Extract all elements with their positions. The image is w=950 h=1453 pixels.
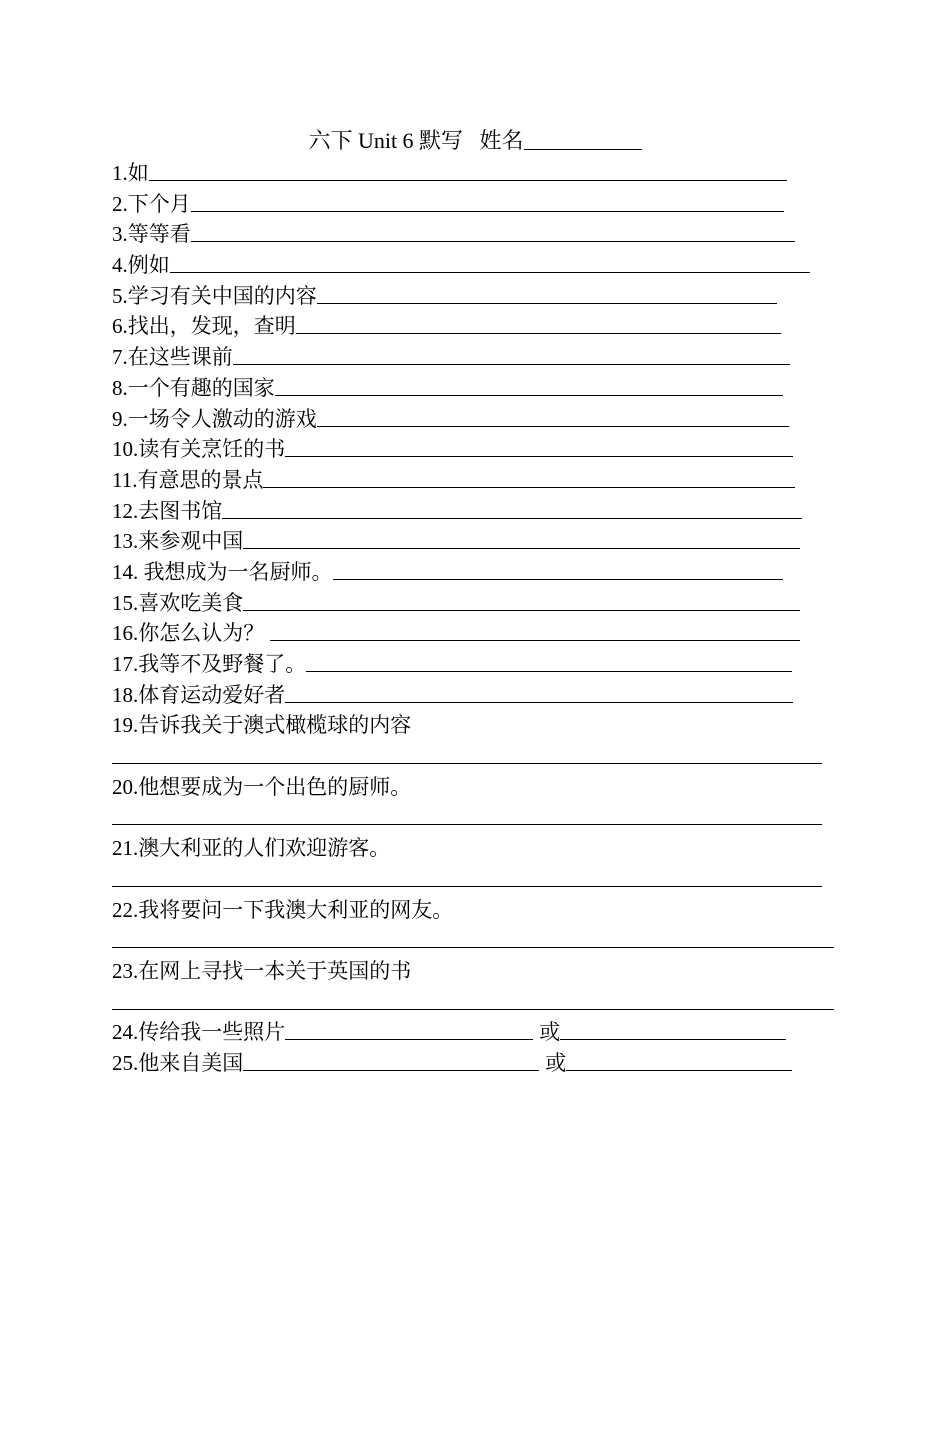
question-label: 6.找出，发现，查明 xyxy=(112,314,296,339)
question-label: 3.等等看 xyxy=(112,222,191,247)
question-label: 20.他想要成为一个出色的厨师。 xyxy=(112,774,412,799)
question-row xyxy=(112,588,842,619)
question-label: 22.我将要问一下我澳大利亚的网友。 xyxy=(112,897,454,922)
answer-blank[interactable] xyxy=(191,189,784,212)
title-text: 六下 Unit 6 默写 姓名 xyxy=(308,128,524,153)
answer-blank[interactable] xyxy=(112,864,822,887)
question-row xyxy=(112,772,842,833)
question-label: 12.去图书馆 xyxy=(112,498,223,523)
question-label: 10.读有关烹饪的书 xyxy=(112,437,286,462)
answer-blank[interactable] xyxy=(243,1048,539,1071)
question-row xyxy=(112,496,842,527)
question-row xyxy=(112,158,842,189)
question-row xyxy=(112,710,842,771)
question-row xyxy=(112,434,842,465)
question-row xyxy=(112,526,842,557)
answer-blank[interactable] xyxy=(285,1017,533,1040)
question-row xyxy=(112,1048,842,1079)
name-blank[interactable] xyxy=(524,148,642,150)
question-row xyxy=(112,557,842,588)
answer-blank[interactable] xyxy=(112,925,834,948)
answer-blank[interactable] xyxy=(191,219,795,242)
question-row xyxy=(112,311,842,342)
answer-blank[interactable] xyxy=(263,465,795,488)
answer-blank[interactable] xyxy=(233,342,790,365)
question-label: 15.喜欢吃美食 xyxy=(112,590,244,615)
question-label: 25.他来自美国 xyxy=(112,1051,244,1076)
or-label: 或 xyxy=(545,1051,567,1076)
question-row xyxy=(112,373,842,404)
answer-blank[interactable] xyxy=(112,802,822,825)
question-row xyxy=(112,956,842,1017)
answer-blank[interactable] xyxy=(243,588,800,611)
question-label: 21.澳大利亚的人们欢迎游客。 xyxy=(112,836,391,861)
answer-blank[interactable] xyxy=(306,649,792,672)
answer-blank-alt[interactable] xyxy=(566,1048,792,1071)
question-row xyxy=(112,342,842,373)
answer-blank[interactable] xyxy=(112,987,834,1010)
answer-blank[interactable] xyxy=(296,311,781,334)
answer-blank[interactable] xyxy=(149,158,787,181)
worksheet-title xyxy=(0,126,950,156)
question-row xyxy=(112,833,842,894)
question-row xyxy=(112,281,842,312)
question-label: 1.如 xyxy=(112,161,149,185)
answer-blank[interactable] xyxy=(270,618,800,641)
question-row xyxy=(112,680,842,711)
answer-blank[interactable] xyxy=(222,496,802,519)
answer-blank[interactable] xyxy=(285,680,793,703)
question-row xyxy=(112,250,842,281)
question-row xyxy=(112,219,842,250)
question-row xyxy=(112,618,842,649)
question-label: 24.传给我一些照片 xyxy=(112,1020,286,1045)
question-label: 4.例如 xyxy=(112,253,170,278)
question-row xyxy=(112,1017,842,1048)
question-label: 9.一场令人激动的游戏 xyxy=(112,406,317,431)
answer-blank[interactable] xyxy=(317,404,789,427)
question-label: 5.学习有关中国的内容 xyxy=(112,283,317,308)
answer-blank[interactable] xyxy=(285,434,793,457)
question-label: 13.来参观中国 xyxy=(112,529,244,554)
question-label: 19.告诉我关于澳式橄榄球的内容 xyxy=(112,713,412,738)
question-label: 8.一个有趣的国家 xyxy=(112,375,275,400)
question-row xyxy=(112,895,842,956)
question-row xyxy=(112,465,842,496)
answer-blank[interactable] xyxy=(275,373,783,396)
question-list xyxy=(112,158,842,1079)
answer-blank-alt[interactable] xyxy=(560,1017,786,1040)
question-label: 23.在网上寻找一本关于英国的书 xyxy=(112,958,412,983)
question-label: 7.在这些课前 xyxy=(112,345,233,370)
question-label: 16.你怎么认为？ xyxy=(112,621,265,646)
question-row xyxy=(112,189,842,220)
question-label: 2.下个月 xyxy=(112,191,191,216)
answer-blank[interactable] xyxy=(112,741,822,764)
or-label: 或 xyxy=(539,1020,561,1045)
question-label: 11.有意思的景点 xyxy=(112,467,264,492)
question-row xyxy=(112,649,842,680)
answer-blank[interactable] xyxy=(317,281,777,304)
question-label: 18.体育运动爱好者 xyxy=(112,682,286,707)
question-row xyxy=(112,404,842,435)
answer-blank[interactable] xyxy=(243,526,800,549)
answer-blank[interactable] xyxy=(333,557,783,580)
answer-blank[interactable] xyxy=(170,250,810,273)
question-label: 17.我等不及野餐了。 xyxy=(112,652,307,676)
question-label: 14. 我想成为一名厨师。 xyxy=(112,559,333,584)
